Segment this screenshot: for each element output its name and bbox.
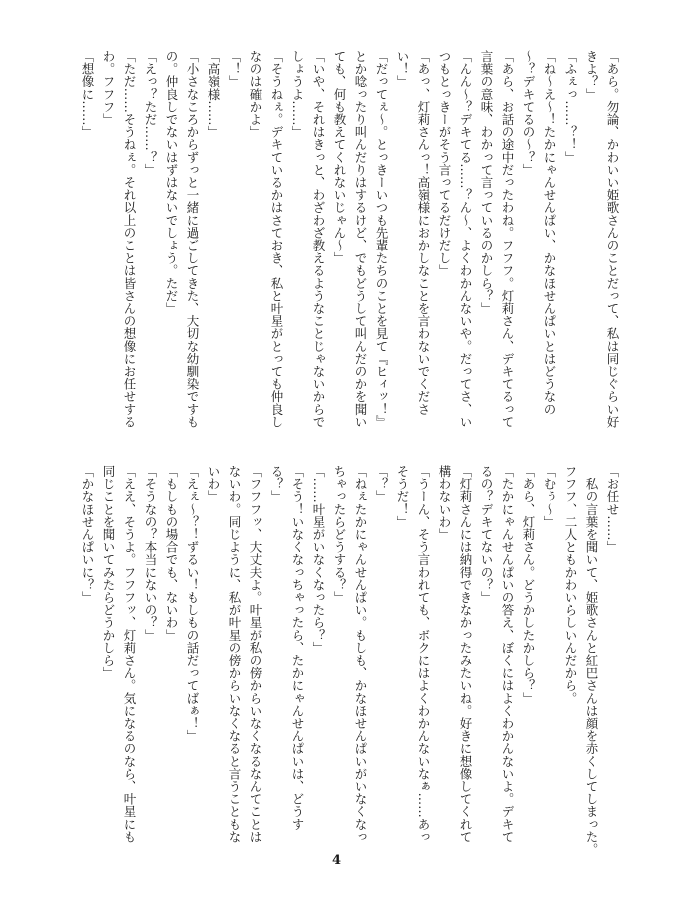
page-number: 4 <box>331 853 342 868</box>
upper-text-block: 「あら。勿論、かわいい姫歌さんのことだって、私は同じぐらい好 きよ？」 「ふぇっ……？！」 「ね～え～！たかにゃんせんぱい、かなほせんぱいとはどうなの ～？デキてるの～？」 「あら、お話の途中だったわね。フフフ。灯莉さん、デキてるって 言葉の意味、わかって言っているのかしら？」 「んん～？デキてる……？ん～、よくわかんないや。だってさ、い つもとっきーがそう言ってるだけだし」 「あっ、灯莉さんっ！高嶺様におかしなことを言わないでくださ い！」 「だってぇ～。とっきーいつも先輩たちのことを見て『ヒィッ！』 とか唸ったり叫んだりはするけど、でもどうして叫んだのかを聞い ても、何も教えてくれないじゃん～」 「いや、それはきっと、わざわざ教えるようなことじゃないからで しょうよ……」 「そうねぇ。デキているかはさておき、私と叶星がとっても仲良し なのは確かよ」 「！」 「高嶺様……」 「小さなころからずっと一緒に過ごしてきた、大切な幼馴染ですも の。仲良しでないはずはないでしょう。ただ」 「えっ？ただ……？」 「ただ……そうねぇ。それ以上のことは皆さんの想像にお任せする わ。フフフ」 「想像に……」 <box>80 50 620 428</box>
lower-text-block: 「お任せ……」 私の言葉を聞いて、姫歌さんと紅巴さんは顔を赤くしてしまった。 フフフ、二人ともかわいらしいんだから。 「むぅ～」 「あら、灯莉さん。どうかしたかしら？」 「たかにゃんせんぱいの答え、ぼくにはよくわかんないよ。デキて るの？デキてないの？」 「灯莉さんには納得できなかったみたいね。好きに想像してくれて 構わないわ」 「うーん、そう言われても、ボクにはよくわかんないなぁ……あっ そうだ！」 「？」 「ねぇたかにゃんせんぱい。もしも、かなほせんぱいがいなくなっ ちゃったらどうする？」 「……叶星がいなくなったら？」 「そう！いなくなっちゃったら、たかにゃんせんぱいは、どうす る？」 「フフフッ、大丈夫よ。叶星が私の傍からいなくなるなんてことは ないわ。同じように、私が叶星の傍からいなくなると言うこともな いわ」 「えぇ～？！ずるい！もしもの話だってばぁ！」 「もしもの場合でも、ないわ」 「そうなの？本当にないの？」 「ええ、そうよ。フフフッ、灯莉さん。気になるのなら、叶星にも 同じことを聞いてみたらどうかしら」 「かなほせんぱいに？」 <box>80 465 620 856</box>
